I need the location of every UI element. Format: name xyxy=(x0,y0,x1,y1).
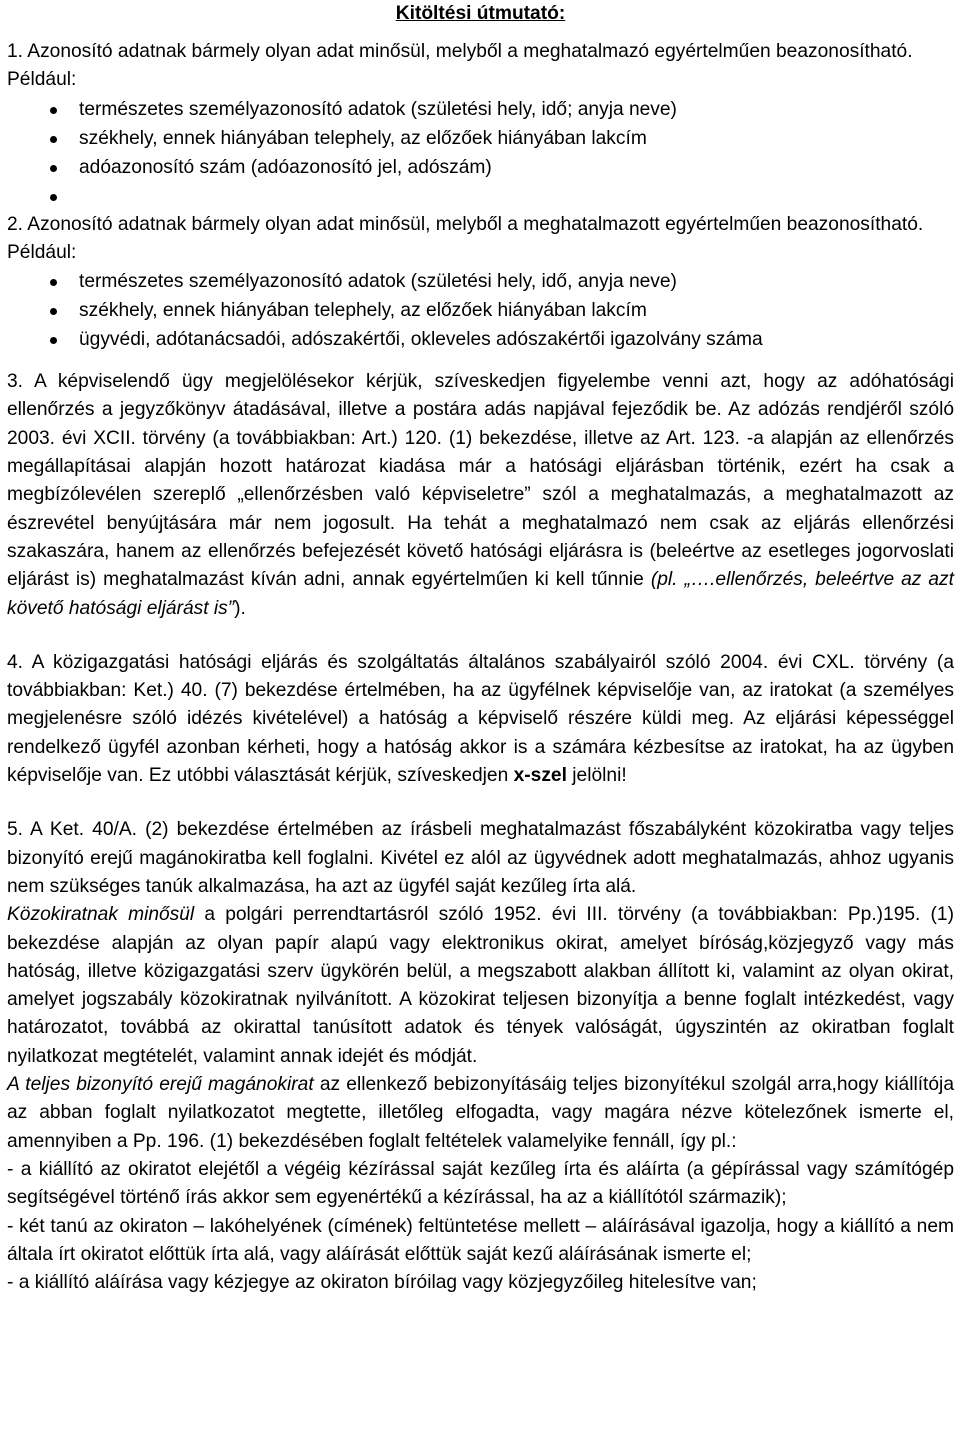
section-5-public-deed: Közokiratnak minősül a polgári perrendtartásról szóló 1952. évi III. törvény (a továbbiakban: Pp.)195. (1) bekezdése alapján az olyan papír alapú vagy elektronikus okirat, amelyet bíróság,közjegyző vagy más hatóság, illetve közigazgatási szerv ügykörén belül, a megszabott alakban állított ki, valamint az olyan okirat, amelyet jogszabály közokiratnak nyilvánított. A közokirat teljesen bizonyítja a benne foglalt intézkedést, vagy határozatot, továbbá az okirattal tanúsított adatok és tények valóságát, úgyszintén az okiratban foglalt nyilatkozat megtételét, valamint annak idejét és módját. xyxy=(7,904,954,1067)
bullet-icon xyxy=(50,337,57,344)
bullet-icon xyxy=(50,279,57,286)
page-title: Kitöltési útmutató: xyxy=(395,3,566,24)
list-item: székhely, ennek hiányában telephely, az előzőek hiányában lakcím xyxy=(7,124,954,153)
bullet-icon xyxy=(50,107,57,114)
section-2-list xyxy=(7,267,954,354)
section-1 xyxy=(7,38,954,211)
section-4 xyxy=(7,649,954,790)
list-item xyxy=(7,182,954,211)
list-item: székhely, ennek hiányában telephely, az előzőek hiányában lakcím xyxy=(7,296,954,325)
section-3-italic: (pl. „….ellenőrzés, beleértve az azt követő hatósági eljárást is” xyxy=(7,569,954,619)
bullet-icon xyxy=(50,165,57,172)
section-3 xyxy=(7,368,954,623)
list-item: ügyvédi, adótanácsadói, adószakértői, okleveles adószakértői igazolvány száma xyxy=(7,325,954,354)
section-1-intro: 1. Azonosító adatnak bármely olyan adat minősül, melyből a meghatalmazó egyértelműen beazonosítható. Például: xyxy=(7,41,913,91)
bullet-icon xyxy=(50,308,57,315)
section-5 xyxy=(7,816,954,1297)
list-item: természetes személyazonosító adatok (születési hely, idő; anyja neve) xyxy=(7,95,954,124)
section-5-text: 5. A Ket. 40/A. (2) bekezdése értelmében az írásbeli meghatalmazást főszabályként közokiratba vagy teljes bizonyító erejű magánokiratba kell foglalni. Kivétel ez alól az ügyvédnek adott meghatalmazás, ahhoz ugyanis nem szükséges tanúk alkalmazása, ha azt az ügyfél saját kezűleg írta alá. xyxy=(7,819,954,897)
section-3-text: 3. A képviselendő ügy megjelölésekor kérjük, szíveskedjen figyelembe venni azt, hogy az adóhatósági ellenőrzés a jegyzőkönyv átadásával, illetve a postára adás napjával fejeződik be. Az adózás rendjéről szóló 2003. évi XCII. törvény (a továbbiakban: Art.) 120. (1) bekezdése, illetve az Art. 123. -a alapján az ellenőrzés megállapításai alapján hozott határozat kiadása már a hatósági eljárásban történik, ezért ha csak a megbízólevélen szereplő „ellenőrzésben való képviseletre” szól a meghatalmazás, a meghatalmazott az észrevétel benyújtására már nem jogosult. Ha tehát a meghatalmazó nem csak az eljárás ellenőrzési szakaszára, hanem az ellenőrzés befejezését követő hatósági eljárásra is (beleértve az esetleges jogorvoslati eljárást is) meghatalmazást kíván adni, annak egyértelműen ki kell tűnnie (pl. „….ellenőrzés, beleértve az azt követő hatósági eljárást is”). xyxy=(7,371,954,619)
bullet-icon xyxy=(50,136,57,143)
section-2 xyxy=(7,211,954,355)
section-4-text: 4. A közigazgatási hatósági eljárás és szolgáltatás általános szabályairól szóló 2004. évi CXL. törvény (a továbbiakban: Ket.) 40. (7) bekezdése értelmében, ha az ügyfélnek képviselője van, az iratokat (a személyes megjelenésre szóló idézés kivételével) a hatóság a képviselő részére küldi meg. Az eljárási képességgel rendelkező ügyfél azonban kérheti, hogy a hatóság akkor is a számára kézbesítse az iratokat, ha az ügyben képviselője van. Ez utóbbi választását kérjük, szíveskedjen x-szel jelölni! xyxy=(7,651,954,787)
section-5-dash-1: - a kiállító az okiratot elejétől a végéig kézírással saját kezűleg írta és aláírta (a gépírással vagy számítógép segítségével történő írás akkor sem egyenértékű a kézírással, ha az a kiállítótól származik); xyxy=(7,1158,954,1209)
section-1-list xyxy=(7,95,954,211)
bullet-icon xyxy=(50,194,57,201)
section-5-dash-2: - két tanú az okiraton – lakóhelyének (címének) feltüntetése mellett – aláírásával igazolja, hogy a kiállító a nem általa írt okiratot előttük írta alá, vagy aláírását előttük saját kezű aláírásának ismerte el; xyxy=(7,1215,954,1265)
section-2-intro: 2. Azonosító adatnak bármely olyan adat minősül, melyből a meghatalmazott egyértelműen beazonosítható. Például: xyxy=(7,213,924,263)
section-5-private-deed: A teljes bizonyító erejű magánokirat az ellenkező bebizonyításáig teljes bizonyítékul szolgál arra,hogy kiállítója az abban foglalt nyilatkozatot megtette, illetőleg elfogadta, vagy magára nézve kötelezőnek ismerte el, amennyiben a Pp. 196. (1) bekezdésében foglalt feltételek valamelyike fennáll, így pl.: xyxy=(7,1074,954,1152)
list-item: adóazonosító szám (adóazonosító jel, adószám) xyxy=(7,153,954,182)
section-5-dash-3: - a kiállító aláírása vagy kézjegye az okiraton bíróilag vagy közjegyzőileg hitelesítve van; xyxy=(7,1272,757,1294)
section-4-bold: x-szel xyxy=(513,765,567,787)
list-item: természetes személyazonosító adatok (születési hely, idő, anyja neve) xyxy=(7,267,954,296)
